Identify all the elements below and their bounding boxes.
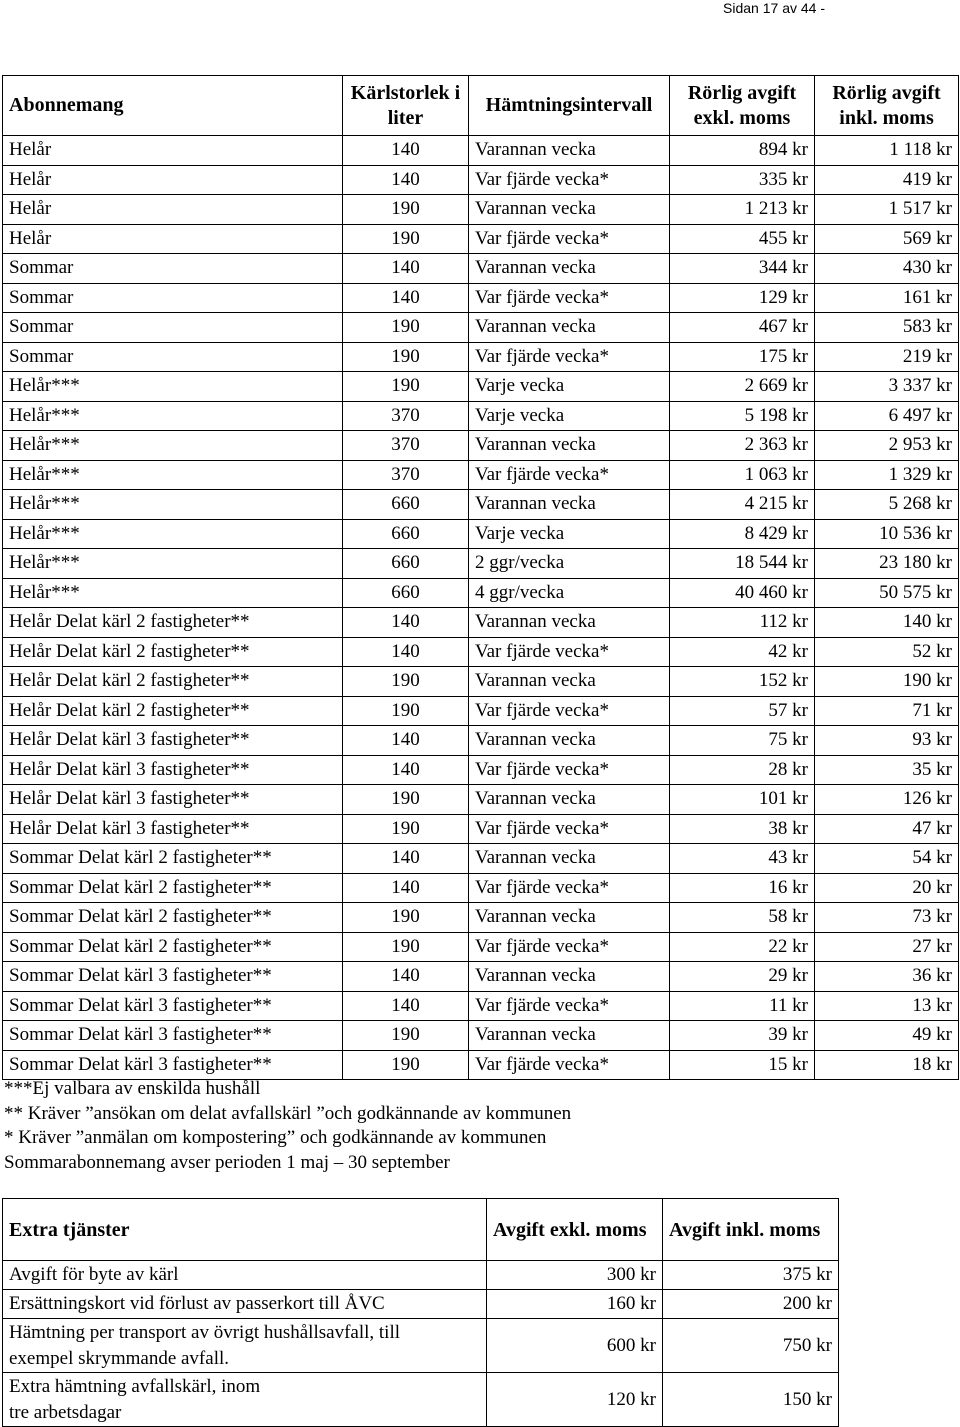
fee-excl-cell: 38 kr: [670, 814, 815, 844]
fee-incl-cell: 49 kr: [815, 1021, 959, 1051]
extra-service-name: Ersättningskort vid förlust av passerkort till ÅVC: [3, 1290, 487, 1319]
fee-row: [3, 460, 959, 490]
interval-cell: Var fjärde vecka*: [469, 814, 670, 844]
bin-size-cell: 190: [343, 903, 469, 933]
subscription-cell: Sommar Delat kärl 2 fastigheter**: [3, 903, 343, 933]
header-subscription: Abonnemang: [3, 76, 343, 136]
fee-incl-cell: 1 517 kr: [815, 195, 959, 225]
fee-incl-cell: 1 329 kr: [815, 460, 959, 490]
fee-incl-cell: 73 kr: [815, 903, 959, 933]
interval-cell: Var fjärde vecka*: [469, 165, 670, 195]
fee-incl-cell: 35 kr: [815, 755, 959, 785]
fee-table: [2, 75, 959, 1080]
fee-row: [3, 431, 959, 461]
subscription-cell: Helår: [3, 165, 343, 195]
bin-size-cell: 190: [343, 313, 469, 343]
bin-size-cell: 370: [343, 460, 469, 490]
subscription-cell: Helår Delat kärl 2 fastigheter**: [3, 667, 343, 697]
subscription-cell: Helår***: [3, 519, 343, 549]
bin-size-cell: 190: [343, 195, 469, 225]
interval-cell: Var fjärde vecka*: [469, 696, 670, 726]
fee-incl-cell: 3 337 kr: [815, 372, 959, 402]
fee-excl-cell: 4 215 kr: [670, 490, 815, 520]
bin-size-cell: 140: [343, 873, 469, 903]
bin-size-cell: 140: [343, 844, 469, 874]
fee-row: [3, 283, 959, 313]
fee-row: [3, 903, 959, 933]
extras-row: [3, 1319, 839, 1373]
bin-size-cell: 140: [343, 962, 469, 992]
subscription-cell: Sommar: [3, 283, 343, 313]
fee-row: [3, 401, 959, 431]
interval-cell: Var fjärde vecka*: [469, 460, 670, 490]
fee-excl-cell: 8 429 kr: [670, 519, 815, 549]
interval-cell: Varannan vecka: [469, 254, 670, 284]
subscription-cell: Helår***: [3, 460, 343, 490]
fee-excl-cell: 57 kr: [670, 696, 815, 726]
fee-row: [3, 254, 959, 284]
fee-incl-cell: 161 kr: [815, 283, 959, 313]
interval-cell: Var fjärde vecka*: [469, 932, 670, 962]
bin-size-cell: 140: [343, 136, 469, 166]
fee-incl-cell: 190 kr: [815, 667, 959, 697]
fee-incl-cell: 6 497 kr: [815, 401, 959, 431]
interval-cell: Var fjärde vecka*: [469, 637, 670, 667]
interval-cell: 4 ggr/vecka: [469, 578, 670, 608]
bin-size-cell: 190: [343, 1050, 469, 1080]
interval-cell: Varannan vecka: [469, 195, 670, 225]
subscription-cell: Sommar: [3, 342, 343, 372]
bin-size-cell: 190: [343, 785, 469, 815]
fee-row: [3, 490, 959, 520]
extras-row: [3, 1290, 839, 1319]
subscription-cell: Helår Delat kärl 3 fastigheter**: [3, 726, 343, 756]
extra-fee-excl: 160 kr: [487, 1290, 663, 1319]
fee-row: [3, 313, 959, 343]
fee-incl-cell: 36 kr: [815, 962, 959, 992]
bin-size-cell: 140: [343, 165, 469, 195]
fee-incl-cell: 140 kr: [815, 608, 959, 638]
fee-incl-cell: 52 kr: [815, 637, 959, 667]
fee-excl-cell: 16 kr: [670, 873, 815, 903]
interval-cell: Varje vecka: [469, 519, 670, 549]
fee-excl-cell: 5 198 kr: [670, 401, 815, 431]
interval-cell: Varannan vecka: [469, 667, 670, 697]
extras-row: [3, 1261, 839, 1290]
fee-excl-cell: 18 544 kr: [670, 549, 815, 579]
bin-size-cell: 140: [343, 608, 469, 638]
subscription-cell: Sommar Delat kärl 3 fastigheter**: [3, 1021, 343, 1051]
fee-incl-cell: 583 kr: [815, 313, 959, 343]
subscription-cell: Helår***: [3, 490, 343, 520]
extras-header-row: [3, 1199, 839, 1261]
fee-row: [3, 755, 959, 785]
fee-row: [3, 578, 959, 608]
fee-excl-cell: 22 kr: [670, 932, 815, 962]
subscription-cell: Helår: [3, 224, 343, 254]
fee-row: [3, 549, 959, 579]
footnote: Sommarabonnemang avser perioden 1 maj – 30 september: [4, 1151, 450, 1173]
subscription-cell: Helår***: [3, 372, 343, 402]
header-interval: Hämtningsintervall: [469, 76, 670, 136]
fee-excl-cell: 152 kr: [670, 667, 815, 697]
fee-excl-cell: 2 669 kr: [670, 372, 815, 402]
fee-excl-cell: 1 063 kr: [670, 460, 815, 490]
fee-excl-cell: 344 kr: [670, 254, 815, 284]
fee-incl-cell: 569 kr: [815, 224, 959, 254]
page-number: Sidan 17 av 44 -: [723, 0, 825, 16]
fee-row: [3, 372, 959, 402]
bin-size-cell: 190: [343, 342, 469, 372]
interval-cell: Var fjärde vecka*: [469, 283, 670, 313]
bin-size-cell: 190: [343, 667, 469, 697]
bin-size-cell: 190: [343, 224, 469, 254]
extra-fee-incl: 150 kr: [663, 1373, 839, 1427]
fee-table-header-row: [3, 76, 959, 136]
interval-cell: Varannan vecka: [469, 608, 670, 638]
bin-size-cell: 190: [343, 1021, 469, 1051]
interval-cell: 2 ggr/vecka: [469, 549, 670, 579]
interval-cell: Varannan vecka: [469, 785, 670, 815]
bin-size-cell: 660: [343, 490, 469, 520]
subscription-cell: Helår: [3, 195, 343, 225]
extra-fee-excl: 120 kr: [487, 1373, 663, 1427]
footnote: * Kräver ”anmälan om kompostering” och godkännande av kommunen: [4, 1127, 547, 1148]
fee-row: [3, 785, 959, 815]
fee-incl-cell: 126 kr: [815, 785, 959, 815]
fee-row: [3, 1050, 959, 1080]
interval-cell: Varannan vecka: [469, 903, 670, 933]
interval-cell: Var fjärde vecka*: [469, 991, 670, 1021]
extra-fee-incl: 200 kr: [663, 1290, 839, 1319]
fee-excl-cell: 40 460 kr: [670, 578, 815, 608]
extra-service-name: Hämtning per transport av övrigt hushållsavfall, till exempel skrymmande avfall.: [3, 1319, 487, 1373]
subscription-cell: Helår Delat kärl 3 fastigheter**: [3, 814, 343, 844]
fee-incl-cell: 13 kr: [815, 991, 959, 1021]
bin-size-cell: 190: [343, 696, 469, 726]
extra-fee-incl: 375 kr: [663, 1261, 839, 1290]
subscription-cell: Helår***: [3, 401, 343, 431]
bin-size-cell: 140: [343, 254, 469, 284]
header-bin-size: Kärlstorlek i liter: [343, 76, 469, 136]
interval-cell: Varannan vecka: [469, 431, 670, 461]
header-extra-fee-excl-vat: Avgift exkl. moms: [487, 1199, 663, 1261]
extra-fee-excl: 600 kr: [487, 1319, 663, 1373]
fee-incl-cell: 5 268 kr: [815, 490, 959, 520]
fee-excl-cell: 42 kr: [670, 637, 815, 667]
bin-size-cell: 190: [343, 814, 469, 844]
fee-incl-cell: 2 953 kr: [815, 431, 959, 461]
interval-cell: Varje vecka: [469, 372, 670, 402]
fee-incl-cell: 18 kr: [815, 1050, 959, 1080]
fee-excl-cell: 15 kr: [670, 1050, 815, 1080]
subscription-cell: Helår Delat kärl 2 fastigheter**: [3, 637, 343, 667]
subscription-cell: Helår***: [3, 431, 343, 461]
bin-size-cell: 140: [343, 991, 469, 1021]
fee-row: [3, 696, 959, 726]
bin-size-cell: 660: [343, 549, 469, 579]
fee-row: [3, 932, 959, 962]
fee-row: [3, 165, 959, 195]
subscription-cell: Sommar: [3, 313, 343, 343]
bin-size-cell: 190: [343, 932, 469, 962]
header-extra-fee-incl-vat: Avgift inkl. moms: [663, 1199, 839, 1261]
fee-incl-cell: 419 kr: [815, 165, 959, 195]
subscription-cell: Helår: [3, 136, 343, 166]
subscription-cell: Helår Delat kärl 2 fastigheter**: [3, 696, 343, 726]
fee-excl-cell: 112 kr: [670, 608, 815, 638]
extra-service-name: Extra hämtning avfallskärl, inom tre arbetsdagar: [3, 1373, 487, 1427]
fee-excl-cell: 101 kr: [670, 785, 815, 815]
interval-cell: Varannan vecka: [469, 1021, 670, 1051]
header-fee-excl-vat: Rörlig avgift exkl. moms: [670, 76, 815, 136]
extra-fee-incl: 750 kr: [663, 1319, 839, 1373]
fee-incl-cell: 27 kr: [815, 932, 959, 962]
fee-excl-cell: 58 kr: [670, 903, 815, 933]
interval-cell: Var fjärde vecka*: [469, 342, 670, 372]
extra-services-table: [2, 1198, 839, 1427]
fee-row: [3, 962, 959, 992]
footnotes: [4, 1077, 571, 1175]
subscription-cell: Helår Delat kärl 3 fastigheter**: [3, 755, 343, 785]
fee-row: [3, 637, 959, 667]
subscription-cell: Sommar Delat kärl 2 fastigheter**: [3, 844, 343, 874]
fee-excl-cell: 43 kr: [670, 844, 815, 874]
extras-row: [3, 1373, 839, 1427]
interval-cell: Var fjärde vecka*: [469, 755, 670, 785]
fee-excl-cell: 1 213 kr: [670, 195, 815, 225]
interval-cell: Var fjärde vecka*: [469, 1050, 670, 1080]
subscription-cell: Sommar Delat kärl 2 fastigheter**: [3, 932, 343, 962]
interval-cell: Varannan vecka: [469, 490, 670, 520]
subscription-cell: Sommar Delat kärl 3 fastigheter**: [3, 962, 343, 992]
interval-cell: Var fjärde vecka*: [469, 873, 670, 903]
fee-excl-cell: 39 kr: [670, 1021, 815, 1051]
fee-row: [3, 224, 959, 254]
bin-size-cell: 140: [343, 283, 469, 313]
subscription-cell: Helår Delat kärl 2 fastigheter**: [3, 608, 343, 638]
header-extra-services: Extra tjänster: [3, 1199, 487, 1261]
fee-row: [3, 873, 959, 903]
interval-cell: Varannan vecka: [469, 726, 670, 756]
fee-incl-cell: 93 kr: [815, 726, 959, 756]
fee-excl-cell: 75 kr: [670, 726, 815, 756]
fee-incl-cell: 47 kr: [815, 814, 959, 844]
fee-row: [3, 195, 959, 225]
interval-cell: Varannan vecka: [469, 313, 670, 343]
bin-size-cell: 660: [343, 519, 469, 549]
footnote: ***Ej valbara av enskilda hushåll: [4, 1078, 261, 1099]
interval-cell: Varje vecka: [469, 401, 670, 431]
fee-table-body: [3, 136, 959, 1080]
interval-cell: Varannan vecka: [469, 962, 670, 992]
subscription-cell: Sommar Delat kärl 3 fastigheter**: [3, 991, 343, 1021]
bin-size-cell: 140: [343, 726, 469, 756]
fee-excl-cell: 129 kr: [670, 283, 815, 313]
interval-cell: Var fjärde vecka*: [469, 224, 670, 254]
fee-incl-cell: 23 180 kr: [815, 549, 959, 579]
fee-excl-cell: 175 kr: [670, 342, 815, 372]
fee-row: [3, 342, 959, 372]
subscription-cell: Helår***: [3, 578, 343, 608]
bin-size-cell: 140: [343, 637, 469, 667]
extra-service-name: Avgift för byte av kärl: [3, 1261, 487, 1290]
subscription-cell: Sommar: [3, 254, 343, 284]
fee-excl-cell: 11 kr: [670, 991, 815, 1021]
fee-excl-cell: 29 kr: [670, 962, 815, 992]
fee-row: [3, 1021, 959, 1051]
fee-row: [3, 136, 959, 166]
fee-excl-cell: 894 kr: [670, 136, 815, 166]
interval-cell: Varannan vecka: [469, 136, 670, 166]
bin-size-cell: 660: [343, 578, 469, 608]
interval-cell: Varannan vecka: [469, 844, 670, 874]
fee-row: [3, 991, 959, 1021]
fee-row: [3, 667, 959, 697]
footnote: ** Kräver ”ansökan om delat avfallskärl ”och godkännande av kommunen: [4, 1102, 572, 1124]
fee-excl-cell: 335 kr: [670, 165, 815, 195]
bin-size-cell: 190: [343, 372, 469, 402]
subscription-cell: Sommar Delat kärl 3 fastigheter**: [3, 1050, 343, 1080]
bin-size-cell: 370: [343, 401, 469, 431]
bin-size-cell: 370: [343, 431, 469, 461]
bin-size-cell: 140: [343, 755, 469, 785]
fee-incl-cell: 54 kr: [815, 844, 959, 874]
fee-row: [3, 726, 959, 756]
fee-incl-cell: 219 kr: [815, 342, 959, 372]
fee-incl-cell: 71 kr: [815, 696, 959, 726]
fee-row: [3, 814, 959, 844]
fee-incl-cell: 1 118 kr: [815, 136, 959, 166]
extra-fee-excl: 300 kr: [487, 1261, 663, 1290]
header-fee-incl-vat: Rörlig avgift inkl. moms: [815, 76, 959, 136]
fee-excl-cell: 455 kr: [670, 224, 815, 254]
fee-row: [3, 519, 959, 549]
fee-excl-cell: 2 363 kr: [670, 431, 815, 461]
fee-excl-cell: 467 kr: [670, 313, 815, 343]
subscription-cell: Helår***: [3, 549, 343, 579]
fee-excl-cell: 28 kr: [670, 755, 815, 785]
fee-incl-cell: 10 536 kr: [815, 519, 959, 549]
subscription-cell: Helår Delat kärl 3 fastigheter**: [3, 785, 343, 815]
fee-incl-cell: 20 kr: [815, 873, 959, 903]
subscription-cell: Sommar Delat kärl 2 fastigheter**: [3, 873, 343, 903]
fee-row: [3, 844, 959, 874]
fee-incl-cell: 430 kr: [815, 254, 959, 284]
fee-incl-cell: 50 575 kr: [815, 578, 959, 608]
fee-row: [3, 608, 959, 638]
